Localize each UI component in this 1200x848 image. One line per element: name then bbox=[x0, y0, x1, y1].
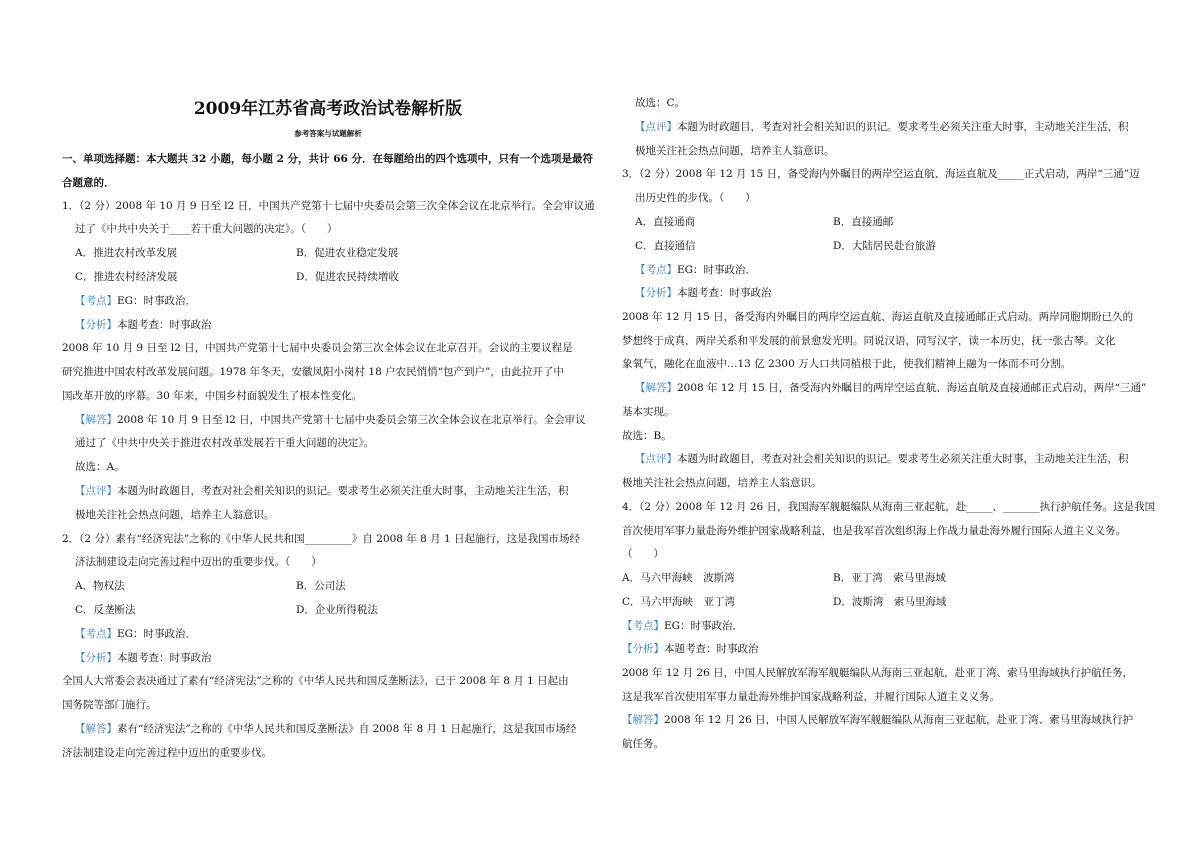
q2-kaodian bbox=[75, 627, 196, 641]
q3-analysis-line3: 象氧气，融化在血液中…13 亿 2300 万人口共同植根于此，使我们精神上融为一体而不可分割。 bbox=[622, 358, 1072, 370]
q2-stem-line2: 济法制建设走向完善过程中迈出的重要步伐。（ ） bbox=[75, 556, 322, 568]
q3-analysis-line1: 2008 年 12 月 15 日，备受海内外瞩目的两岸空运直航、海运直航及直接通邮正式启动。两岸同胞期盼已久的 bbox=[622, 311, 1134, 323]
jieda-tag: 【解答】 bbox=[75, 723, 117, 735]
q1-dianping-line2: 极地关注社会热点问题，培养主人翁意识。 bbox=[75, 509, 275, 521]
q3-jieda-text: 2008 年 12 月 15 日，备受海内外瞩目的两岸空运直航、海运直航及直接通邮正式启动，两岸“三通” bbox=[677, 382, 1147, 394]
q3-kaodian bbox=[635, 263, 756, 277]
q2-jieda-line2: 济法制建设走向完善过程中迈出的重要步伐。 bbox=[62, 747, 272, 759]
q1-answer: 故选：A。 bbox=[75, 461, 125, 473]
jieda-tag: 【解答】 bbox=[622, 714, 664, 726]
q1-stem-line2: 过了《中共中央关于____若干重大问题的决定》。（ ） bbox=[75, 223, 338, 235]
q1-option-c: C．推进农村经济发展 bbox=[75, 271, 178, 283]
section-heading-line2: 合题意的． bbox=[62, 177, 115, 189]
page-subtitle: 参考答案与试题解析 bbox=[294, 129, 362, 138]
fenxi-tag: 【分析】 bbox=[75, 319, 117, 331]
q4-option-c: C．马六甲海峡 亚丁湾 bbox=[622, 596, 736, 608]
dianping-tag: 【点评】 bbox=[75, 485, 117, 497]
q4-option-a: A．马六甲海峡 波斯湾 bbox=[622, 572, 735, 584]
q3-dianping-line2: 极地关注社会热点问题，培养主人翁意识。 bbox=[622, 477, 822, 489]
q1-option-d: D．促进农民持续增收 bbox=[296, 271, 399, 283]
q1-analysis-line2: 研究推进中国农村改革发展问题。1978 年冬天，安徽凤阳小岗村 18 户农民悄悄“包产到户”，由此拉开了中 bbox=[62, 366, 564, 378]
q1-analysis-line3: 国改革开放的序幕。30 年来，中国乡村面貌发生了根本性变化。 bbox=[62, 390, 363, 402]
kaodian-tag: 【考点】 bbox=[75, 628, 117, 640]
q2-analysis-line1: 全国人大常委会表决通过了素有“经济宪法”之称的《中华人民共和国反垄断法》，已于 2008 年 8 月 1 日起由 bbox=[62, 675, 569, 687]
q3-option-d: D．大陆居民赴台旅游 bbox=[833, 240, 936, 252]
dianping-tag: 【点评】 bbox=[635, 121, 677, 133]
fenxi-tag: 【分析】 bbox=[635, 287, 677, 299]
q3-dianping bbox=[635, 452, 1129, 466]
jieda-tag: 【解答】 bbox=[635, 382, 677, 394]
q3-analysis-line2: 梦想终于成真，两岸关系和平发展的前景愈发光明。同说汉语，同写汉字，读一本历史，抚一张古琴。文化 bbox=[622, 335, 1116, 347]
q1-jieda-text: 2008 年 10 月 9 日至 l2 日，中国共产党第十七届中央委员会第三次全体会议在北京举行。全会审议 bbox=[117, 414, 586, 426]
q2-option-c: C．反垄断法 bbox=[75, 604, 136, 616]
q4-stem-line1: 4．（2 分）2008 年 12 月 26 日，我国海军舰艇编队从海南三亚起航，赴_____、_______执行护航任务。这是我国 bbox=[622, 501, 1156, 513]
q3-stem-line1: 3．（2 分）2008 年 12 月 15 日，备受海内外瞩目的两岸空运直航、海运直航及_____正式启动，两岸“三通”迈 bbox=[622, 168, 1140, 180]
q2-fenxi-text: 本题考查：时事政治 bbox=[117, 652, 212, 664]
q3-fenxi-text: 本题考查：时事政治 bbox=[677, 287, 772, 299]
q4-kaodian-text: EG：时事政治． bbox=[664, 620, 744, 632]
q4-stem-line3: （ ） bbox=[622, 548, 664, 560]
q2-kaodian-text: EG：时事政治． bbox=[117, 628, 197, 640]
q2-fenxi bbox=[75, 651, 212, 665]
q1-jieda bbox=[75, 413, 586, 427]
q4-fenxi-text: 本题考查：时事政治 bbox=[664, 643, 759, 655]
q4-jieda-text: 2008 年 12 月 26 日，中国人民解放军海军舰艇编队从海南三亚起航，赴亚丁湾、索马里海域执行护 bbox=[664, 714, 1134, 726]
q3-jieda bbox=[635, 381, 1146, 395]
q2-stem-line1: 2．（2 分）素有“经济宪法”之称的《中华人民共和国_________》自 2008 年 8 月 1 日起施行，这是我国市场经 bbox=[62, 533, 581, 545]
jieda-tag: 【解答】 bbox=[75, 414, 117, 426]
q2-dianping bbox=[635, 120, 1129, 134]
fenxi-tag: 【分析】 bbox=[75, 652, 117, 664]
q4-stem-line2: 首次使用军事力量赴海外维护国家战略利益，也是我军首次组织海上作战力量赴海外履行国际人道主义义务。 bbox=[622, 525, 1126, 537]
q1-jieda-line2: 通过了《中共中央关于推进农村改革发展若干重大问题的决定》。 bbox=[75, 437, 375, 449]
q4-kaodian bbox=[622, 619, 743, 633]
q2-option-b: B．公司法 bbox=[296, 580, 346, 592]
q4-fenxi bbox=[622, 642, 759, 656]
q4-jieda-line2: 航任务。 bbox=[622, 738, 664, 750]
q4-jieda bbox=[622, 713, 1133, 727]
q1-analysis-line1: 2008 年 10 月 9 日至 l2 日，中国共产党第十七届中央委员会第三次全体会议在北京召开。会议的主要议程是 bbox=[62, 342, 573, 354]
q1-kaodian-text: EG：时事政治． bbox=[117, 295, 197, 307]
dianping-tag: 【点评】 bbox=[635, 453, 677, 465]
q2-answer: 故选：C。 bbox=[635, 97, 686, 109]
q1-stem-line1: 1．（2 分）2008 年 10 月 9 日至 l2 日，中国共产党第十七届中央委员会第三次全体会议在北京举行。全会审议通 bbox=[62, 200, 595, 212]
q3-option-b: B．直接通邮 bbox=[833, 216, 894, 228]
q2-dianping-line2: 极地关注社会热点问题，培养主人翁意识。 bbox=[635, 145, 835, 157]
q3-stem-line2: 出历史性的步伐。（ ） bbox=[635, 192, 756, 204]
q1-kaodian bbox=[75, 294, 196, 308]
q4-option-b: B．亚丁湾 索马里海域 bbox=[833, 572, 946, 584]
q1-dianping-text: 本题为时政题目，考查对社会相关知识的识记。要求考生必须关注重大时事，主动地关注生活，积 bbox=[117, 485, 569, 497]
q3-jieda-line2: 基本实现。 bbox=[622, 406, 675, 418]
q4-analysis-line2: 这是我军首次使用军事力量赴海外维护国家战略利益，并履行国际人道主义义务。 bbox=[622, 691, 1000, 703]
q2-jieda bbox=[75, 722, 576, 736]
q2-jieda-text: 素有“经济宪法”之称的《中华人民共和国反垄断法》自 2008 年 8 月 1 日起施行，这是我国市场经 bbox=[117, 723, 577, 735]
q1-dianping bbox=[75, 484, 569, 498]
q3-fenxi bbox=[635, 286, 772, 300]
q1-fenxi bbox=[75, 318, 212, 332]
kaodian-tag: 【考点】 bbox=[75, 295, 117, 307]
q2-dianping-text: 本题为时政题目，考查对社会相关知识的识记。要求考生必须关注重大时事，主动地关注生活，积 bbox=[677, 121, 1129, 133]
kaodian-tag: 【考点】 bbox=[635, 264, 677, 276]
q3-answer: 故选：B。 bbox=[622, 430, 672, 442]
q2-analysis-line2: 国务院等部门施行。 bbox=[62, 699, 157, 711]
q3-kaodian-text: EG：时事政治． bbox=[677, 264, 757, 276]
q2-option-a: A．物权法 bbox=[75, 580, 125, 592]
section-heading-line1: 一、单项选择题：本大题共 32 小题，每小题 2 分，共计 66 分．在每题给出的四个选项中，只有一个选项是最符 bbox=[62, 153, 593, 165]
page-title: 2009年江苏省高考政治试卷解析版 bbox=[193, 99, 463, 119]
fenxi-tag: 【分析】 bbox=[622, 643, 664, 655]
q1-fenxi-text: 本题考查：时事政治 bbox=[117, 319, 212, 331]
q4-analysis-line1: 2008 年 12 月 26 日，中国人民解放军海军舰艇编队从海南三亚起航，赴亚丁湾、索马里海域执行护航任务， bbox=[622, 667, 1134, 679]
q1-option-a: A．推进农村改革发展 bbox=[75, 247, 178, 259]
q1-option-b: B．促进农业稳定发展 bbox=[296, 247, 399, 259]
q3-dianping-text: 本题为时政题目，考查对社会相关知识的识记。要求考生必须关注重大时事，主动地关注生活，积 bbox=[677, 453, 1129, 465]
q3-option-c: C．直接通信 bbox=[635, 240, 696, 252]
q3-option-a: A．直接通商 bbox=[635, 216, 696, 228]
q4-option-d: D．波斯湾 索马里海域 bbox=[833, 596, 947, 608]
q2-option-d: D．企业所得税法 bbox=[296, 604, 378, 616]
kaodian-tag: 【考点】 bbox=[622, 620, 664, 632]
